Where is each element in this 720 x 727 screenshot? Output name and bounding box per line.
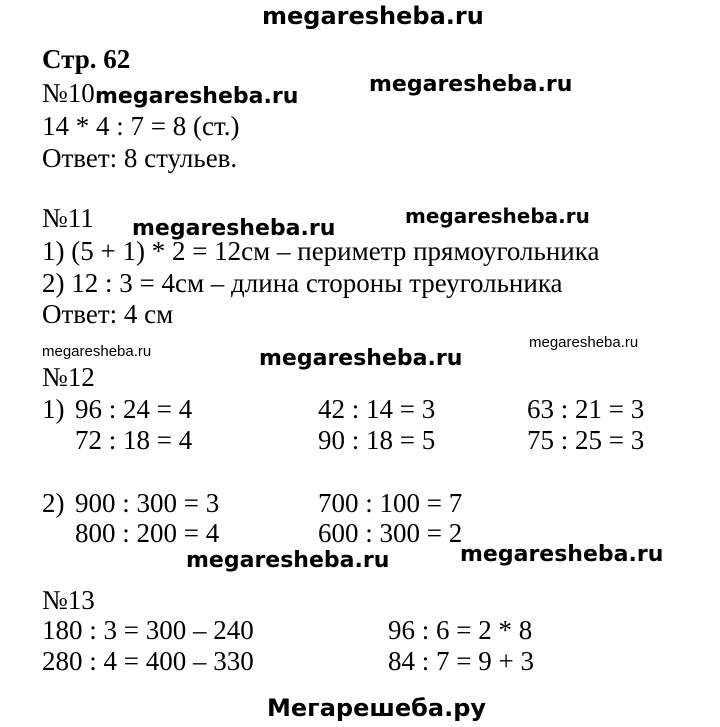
- watermark: megaresheba.ru: [460, 542, 664, 567]
- watermark: megaresheba.ru: [405, 204, 590, 228]
- equation: 96 : 24 = 4: [75, 394, 193, 424]
- equation: 700 : 100 = 7: [318, 488, 463, 518]
- watermark-bottom[interactable]: Мегарешеба.ру: [267, 694, 487, 722]
- watermark: megaresheba.ru: [186, 548, 390, 573]
- equation: 96 : 6 = 2 * 8: [388, 615, 533, 645]
- watermark-small: megaresheba.ru: [42, 343, 152, 360]
- equation: 72 : 18 = 4: [75, 425, 193, 455]
- task11-line: 1) (5 + 1) * 2 = 12см – периметр прямоугольника: [42, 236, 600, 266]
- equation: 75 : 25 = 3: [527, 425, 645, 455]
- task10-line: 14 * 4 : 7 = 8 (ст.): [42, 111, 240, 141]
- watermark: megaresheba.ru: [132, 216, 336, 241]
- task12-part1-label: 1): [42, 394, 65, 424]
- task13-number: №13: [42, 585, 95, 615]
- equation: 42 : 14 = 3: [318, 394, 436, 424]
- task11-number: №11: [42, 203, 94, 233]
- watermark-inline: megaresheba.ru: [95, 84, 299, 109]
- task11-line: 2) 12 : 3 = 4см – длина стороны треугольника: [42, 268, 563, 298]
- watermark: megaresheba.ru: [259, 346, 463, 371]
- watermark-small: megaresheba.ru: [529, 334, 639, 351]
- equation: 84 : 7 = 9 + 3: [388, 646, 534, 676]
- page-heading: Стр. 62: [42, 44, 131, 74]
- equation: 180 : 3 = 300 – 240: [42, 615, 254, 645]
- task10-number: №10: [42, 78, 95, 108]
- watermark: megaresheba.ru: [369, 72, 573, 97]
- task12-part2-label: 2): [42, 488, 65, 518]
- equation: 63 : 21 = 3: [527, 394, 645, 424]
- task10-answer: Ответ: 8 стульев.: [42, 143, 238, 173]
- equation: 90 : 18 = 5: [318, 425, 436, 455]
- equation: 600 : 300 = 2: [318, 518, 463, 548]
- equation: 800 : 200 = 4: [75, 518, 220, 548]
- task11-answer: Ответ: 4 см: [42, 299, 174, 329]
- task12-number: №12: [42, 362, 95, 392]
- equation: 280 : 4 = 400 – 330: [42, 646, 254, 676]
- watermark-top[interactable]: megaresheba.ru: [262, 2, 484, 30]
- equation: 900 : 300 = 3: [75, 488, 220, 518]
